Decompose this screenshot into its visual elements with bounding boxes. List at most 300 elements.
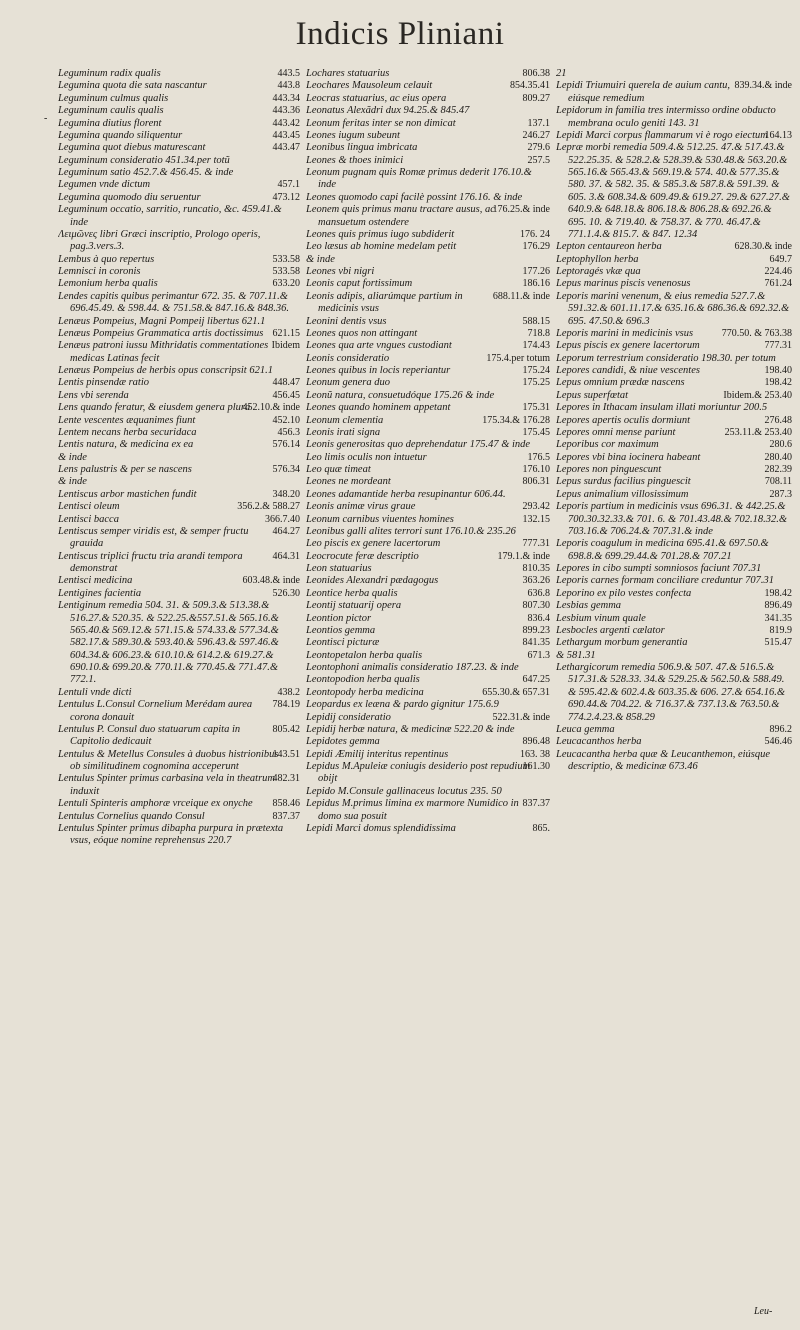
entry-reference: 175.4.per totum [486,352,550,364]
entry-text: Leones ne mordeant [306,476,391,488]
entry-text: Leocras statuarius, ac eius opera [306,92,447,104]
index-entry [306,699,550,711]
index-entry [58,489,300,501]
index-entry [556,377,792,389]
entry-text: Leon statuarius [306,563,372,574]
entry-text: Lens palustris & per se nascens [58,464,192,475]
index-entry [306,316,550,328]
index-entry [58,68,300,80]
entry-text: Lepido M.Consule gallinaceus locutus 235. 50 [306,785,502,797]
entry-reference: 896.48 [522,736,550,748]
entry-reference: 809.27 [522,92,550,104]
entry-text: Lentulus P. Consul duo statuarum capita in Capitolio dedicauit [58,723,241,748]
index-entry [58,551,300,576]
entry-text: Lepores candidi, & niue vescentes [556,365,700,376]
entry-reference: 576.14 [272,439,300,451]
entry-reference: 482.31 [272,773,300,785]
entry-reference: 175.45 [522,426,550,438]
entry-text: Leones iugum subeunt [306,129,400,141]
entry-text: Lepus superfœtat [556,389,629,401]
entry-text: Leucacanthos herba [556,736,642,748]
entry-text: Leontios gemma [306,624,376,636]
index-entry [58,266,300,278]
index-entry [306,526,550,538]
entry-text: Leo limis oculis non intuetur [306,451,427,463]
entry-text: Lepores vbi bina iocinera habeant [556,451,701,463]
index-entry [58,204,300,229]
index-entry [556,464,792,476]
index-entry [58,340,300,365]
index-entry [306,192,550,204]
entry-text: Lentulus & Metellus Consules à duobus histrionibus ob similitudinem cognomina acceperunt [58,748,279,772]
index-entry [306,353,550,365]
entry-reference: 588.15 [522,315,550,327]
index-entry [306,254,550,266]
index-entry [58,93,300,105]
entry-reference: 603.48.& inde [242,575,300,587]
entry-text: Lepores apertis oculis dormiunt [556,414,691,426]
entry-reference: 257.5 [527,154,550,166]
index-entry [306,142,550,154]
entry-text: Leporino ex pilo vestes confecta [556,587,692,599]
index-entry [306,588,550,600]
index-column-1 [58,68,300,848]
entry-text: Leones quos non attingant [306,327,418,339]
index-entry [58,377,300,389]
index-entry [306,600,550,612]
index-entry [58,464,300,476]
index-column-2 [306,68,550,835]
index-entry [58,452,300,464]
entry-reference: 628.30.& inde [734,241,792,253]
entry-reference: 443.8 [277,80,300,92]
index-entry [556,650,792,662]
index-entry [306,204,550,229]
index-entry [306,427,550,439]
entry-reference: 175.24 [522,365,550,376]
entry-reference: 341.35 [764,612,792,624]
entry-reference: 443.42 [272,117,300,129]
entry-reference: 282.39 [764,464,792,475]
entry-text: Leones quando hominem appetant [306,402,451,414]
index-entry [306,662,550,674]
entry-reference: 805.42 [272,723,300,735]
index-entry [58,118,300,130]
index-entry [306,118,550,130]
entry-reference: 163. 38 [520,748,550,760]
entry-reference: 443.36 [272,105,300,117]
index-entry [556,328,792,340]
index-entry [556,749,792,774]
entry-text: Leontopody herba medicina [306,686,424,698]
entry-text: Lente vescentes æquanimes fiunt [58,414,196,426]
entry-text: Leonum genera duo [306,377,390,389]
index-entry [58,526,300,551]
index-entry [58,328,300,340]
entry-reference: 164.13 [764,129,792,141]
index-entry [556,538,792,563]
index-entry [58,415,300,427]
index-entry [306,402,550,414]
entry-text: Lepidi Marci domus splendidissima [306,822,456,834]
index-entry [58,724,300,749]
entry-reference: 770.50. & 763.38 [721,327,792,339]
entry-reference: 176.5 [527,451,550,463]
entry-reference: 806.31 [522,476,550,488]
entry-text: Lentem necans herba securidaca [58,426,197,438]
entry-text: Leonibus lingua imbricata [306,142,418,154]
entry-text: Leones quis primus iugo subdiderit [306,228,455,240]
entry-text: Lepidus M.primus limina ex marmore Numidico in domo sua posuit [306,798,519,822]
entry-reference: 784.19 [272,699,300,711]
entry-reference: Ibidem.& 253.40 [723,389,792,401]
entry-reference: 443.5 [277,68,300,79]
entry-reference: 246.27 [522,129,550,141]
index-entry [556,266,792,278]
index-entry [556,563,792,575]
entry-reference: 179.1.& inde [497,550,550,562]
entry-reference: 186.16 [522,278,550,290]
entry-reference: 526.30 [272,587,300,599]
index-entry [306,551,550,563]
index-entry [306,538,550,550]
entry-text: Leones quibus in locis reperiantur [306,365,451,376]
index-entry [306,452,550,464]
entry-text: Leontophoni animalis consideratio 187.23. & inde [306,662,519,673]
entry-text: Lepores non pinguescunt [556,464,662,475]
index-entry [306,377,550,389]
entry-text: Lepidotes gemma [306,736,380,748]
entry-text: Lepores in cibo sumpti somniosos faciunt 707.31 [556,563,762,574]
entry-text: Leguminum occatio, sarritio, runcatio, &c. 459.41.& inde [58,204,282,228]
entry-reference: 837.37 [272,810,300,822]
entry-reference: 899.23 [522,624,550,636]
index-entry [58,811,300,823]
index-entry [58,192,300,204]
entry-text: Leucacantha herba quæ & Leucanthemon, eiúsque descriptio, & medicinæ 673.46 [556,748,771,772]
index-entry [58,600,300,687]
entry-text: Lepidorum in familia tres intermisso ordine obducto membrana oculo geniti 143. 31 [556,105,776,129]
index-entry [306,291,550,316]
entry-text: Lenæus Pompeius Grammatica artis doctissimus [58,327,264,339]
entry-text: Leones vbi nigri [306,266,375,277]
index-entry [306,390,550,402]
entry-text: Lepræ morbi remedia 509.4.& 512.25. 47.& 517.43.& 522.25.35. & 528.2.& 528.39.& 530.48.& 563.20.& 565.16.& 565.43.& 569.19.& 574. 40.& 577.35.& 580. 37. & 582. 35. & 585.3.& 587.8.& 591.39. & 605. 3.& 608.34.& 609.49.& 619.27. 29.& 627.27.& 640.9.& 648.18.& 806.18.& 806.28.& 692.26.& 695. 10. & 719.40. & 758.37. & 770. 46.47.& 771.1.4.& 815.7. & 847. 12.34 [556,142,790,240]
index-entry [58,291,300,316]
index-entry [306,724,550,736]
page-title: Indicis Pliniani [295,16,505,52]
entry-text: Lenæus patroni iussu Mithridatis commentationes medicas Latinas fecit [58,340,269,364]
index-entry [306,278,550,290]
entry-reference: 708.11 [764,476,792,488]
index-entry [306,229,550,241]
entry-text: Lentuli Spinteris amphoræ vrceique ex onyche [58,798,253,810]
entry-text: Leguminum radix qualis [58,68,161,79]
index-entry [556,80,792,105]
index-entry [58,278,300,290]
entry-reference: 839.34.& inde [734,80,792,92]
entry-reference: 452.10.& inde [242,402,300,414]
entry-reference: 456.3 [277,426,300,438]
entry-reference: 443.47 [272,142,300,154]
entry-reference: 276.48 [764,414,792,426]
entry-text: Leonini dentis vsus [306,315,387,327]
index-entry [306,761,550,786]
entry-reference: 452.10 [272,414,300,426]
entry-text: Lentulus Spinter primus dibapha purpura in prætexta vsus, eóque nomine reprehensus 220.7 [58,822,284,847]
entry-text: Lepus omnium prædæ nascens [556,377,685,389]
index-entry [58,427,300,439]
index-entry [58,501,300,513]
index-entry [556,130,792,142]
entry-reference: 174.43 [522,340,550,352]
entry-reference: 137.1 [527,117,550,129]
entry-text: Leontion pictor [306,612,372,624]
entry-text: Leporis marini venenum, & eius remedia 527.7.& 591.32.& 601.11.17.& 635.16.& 686.36.& 692.32.& 695. 47.50.& 696.3 [556,290,790,327]
index-entry [556,254,792,266]
index-entry [556,600,792,612]
entry-text: Lepton centaureon herba [556,241,662,253]
entry-text: Leontopodion herba qualis [306,674,420,686]
entry-text: Leguminum satio 452.7.& 456.45. & inde [58,167,234,178]
entry-text: Leonis irati signa [306,426,381,438]
entry-text: Leo piscis ex genere lacertorum [306,538,441,550]
entry-text: Lochares statuarius [306,68,390,79]
index-entry [556,390,792,402]
entry-reference: 443.45 [272,129,300,141]
entry-reference: 522.31.& inde [492,711,550,723]
index-entry [556,662,792,724]
entry-reference: 718.8 [527,327,550,339]
entry-text: Lentulus L.Consul Cornelium Merédam aurea corona donauit [58,699,253,723]
entry-reference: 836.4 [527,612,550,624]
entry-reference: 177.26 [522,266,550,277]
index-entry [58,80,300,92]
index-entry [556,637,792,649]
index-entry [306,637,550,649]
entry-text: Leo quæ timeat [306,464,371,475]
margin-mark: - [44,113,48,124]
index-entry [556,625,792,637]
entry-text: Lentisci oleum [58,501,120,513]
index-column-3 [556,68,792,773]
entry-text: Lethargicorum remedia 506.9.& 507. 47.& 516.5.& 517.31.& 528.33. 34.& 529.25.& 562.50.& 588.49. & 595.42.& 602.4.& 603.35.& 606. 27.& 654.16.& 690.44.& 704.22. & 716.37.& 737.13.& 763.50.& 774.2.4.23.& 858.29 [556,662,786,723]
index-entry [58,588,300,600]
entry-text: Leontisci picturæ [306,637,380,649]
index-entry [58,798,300,810]
entry-text: Lenæus Pompeius, Magni Pompeij libertus 621.1 [58,315,266,327]
entry-text: Leochares Mausoleum celauit [306,80,433,92]
entry-text: Lesbium vinum quale [556,612,646,624]
entry-reference: 810.35 [522,563,550,574]
entry-reference: 655.30.& 657.31 [482,686,550,698]
index-entry [556,439,792,451]
entry-text: & 581.31 [556,649,596,661]
entry-reference: 854.35.41 [510,80,550,92]
index-entry [58,402,300,414]
entry-reference: 841.35 [522,637,550,649]
index-entry [58,699,300,724]
entry-text: Leontij statuarij opera [306,600,402,612]
index-entry [556,427,792,439]
index-entry [556,340,792,352]
index-entry [306,365,550,377]
entry-text: Leonum carnibus viuentes homines [306,513,454,525]
entry-reference: 176. 24 [520,228,550,240]
entry-text: Leonum pugnam quis Romæ primus dederit 176.10.& inde [306,167,532,191]
entry-text: Lemnisci in coronis [58,266,141,277]
index-entry [306,501,550,513]
index-entry [306,130,550,142]
index-entry [306,514,550,526]
entry-text: Lentiscus arbor mastichen fundit [58,488,197,500]
index-entry [556,489,792,501]
entry-reference: 293.42 [522,501,550,513]
entry-text: Lentiscus triplici fructu tria arandi tempora demonstrat [58,550,243,574]
entry-text: Leonis generositas quo deprehendatur 175.47 & inde [306,439,531,451]
index-entry [58,823,300,848]
entry-text: Lentuli vnde dicti [58,686,132,698]
index-entry [306,439,550,451]
index-entry [556,415,792,427]
entry-text: Lepidus M.Apuleiæ coniugis desiderio post repudium obijt [306,761,531,785]
entry-reference: 132.15 [522,513,550,525]
index-entry [556,575,792,587]
index-entry [306,575,550,587]
entry-text: Leones adamantide herba resupinantur 606.44. [306,488,506,500]
entry-reference: 865. [532,822,550,834]
entry-text: Legumen vnde dictum [58,179,151,191]
entry-reference: 533.58 [272,253,300,265]
entry-text: Lepidij herbæ natura, & medicinæ 522.20 & inde [306,723,515,735]
index-entry [306,674,550,686]
entry-text: Leguminum culmus qualis [58,92,169,104]
entry-reference: 224.46 [764,266,792,277]
entry-text: Leonũ natura, consuetudóque 175.26 & inde [306,389,495,401]
index-entry [556,501,792,538]
index-entry [556,476,792,488]
index-entry [306,489,550,501]
index-entry [58,179,300,191]
entry-text: Leontopetalon herba qualis [306,649,423,661]
entry-reference: 175.25 [522,377,550,389]
entry-reference: 175.34.& 176.28 [482,414,550,426]
entry-text: Lethargum morbum generantia [556,637,688,649]
index-entry [556,278,792,290]
entry-text: Lepidi Triumuiri querela de auium cantu, eiúsque remedium [556,80,731,104]
entry-text: Legumina quota die sata nascantur [58,80,207,92]
entry-text: Legumina quot diebus maturescant [58,142,206,154]
entry-reference: 448.47 [272,377,300,389]
index-entry [58,514,300,526]
entry-reference: 456.45 [272,389,300,401]
entry-text: Leones qua arte vngues custodiant [306,340,452,352]
entry-reference: 837.37 [522,798,550,810]
index-entry [58,749,300,774]
entry-reference: 438.2 [277,686,300,698]
index-entry [306,563,550,575]
index-entry [306,241,550,253]
index-entry [556,724,792,736]
entry-reference: 807.30 [522,600,550,612]
entry-reference: 280.40 [764,451,792,463]
entry-text: Lepus animalium villosissimum [556,488,689,500]
entry-text: 21 [556,68,567,79]
index-entry [306,464,550,476]
entry-reference: 198.42 [764,377,792,389]
index-entry [556,402,792,414]
index-entry [306,266,550,278]
entry-text: Leones & thoes inimici [306,154,404,166]
index-entry [306,155,550,167]
entry-text: Leptophyllon herba [556,253,639,265]
entry-reference: 176.29 [522,241,550,253]
entry-text: Leonum clementia [306,414,384,426]
entry-reference: 546.46 [764,736,792,748]
entry-text: Leonis caput fortissimum [306,278,413,290]
index-entry [306,93,550,105]
entry-text: Leo læsus ab homine medelam petit [306,241,457,253]
entry-reference: 464.31 [272,550,300,562]
entry-reference: 688.11.& inde [492,290,550,302]
entry-text: Lesbocles argenti cælator [556,624,665,636]
index-entry [58,773,300,798]
index-entry [306,613,550,625]
index-entry [58,229,300,254]
entry-reference: 671.3 [527,649,550,661]
index-entry [306,736,550,748]
entry-text: Leptoragés vkæ qua [556,266,641,277]
entry-reference: 366.7.40 [265,513,300,525]
entry-text: Legumina diutius florent [58,117,162,129]
entry-text: Lenæus Pompeius de herbis opus conscripsit 621.1 [58,365,273,376]
entry-text: & inde [58,476,87,488]
index-entry [58,316,300,328]
entry-reference: 636.8 [527,587,550,599]
entry-text: Leporibus cor maximum [556,439,659,451]
entry-text: Lentiscus semper viridis est, & semper fructu grauida [58,525,249,550]
index-entry [306,328,550,340]
index-entry [306,68,550,80]
entry-text: Leonis adipis, aliarúmque partium in medicinis vsus [306,290,463,315]
entry-reference: 533.58 [272,266,300,277]
index-entry [556,353,792,365]
entry-text: Leonis animæ virus graue [306,501,416,513]
entry-reference: 198.42 [764,587,792,599]
entry-text: Leopardus ex leæna & pardo gignitur 175.6.9 [306,699,499,711]
entry-reference: 649.7 [769,253,792,265]
index-entry [306,105,550,117]
entry-reference: 176.10 [522,464,550,475]
entry-reference: 647.25 [522,674,550,686]
index-entry [306,712,550,724]
index-entry [306,340,550,352]
entry-text: Lepidi Æmilij interitus repentinus [306,748,449,760]
index-entry [58,365,300,377]
index-entry [556,452,792,464]
entry-reference: 515.47 [764,637,792,649]
entry-text: & inde [306,253,335,265]
index-entry [556,613,792,625]
index-entry [58,476,300,488]
index-entry [556,736,792,748]
entry-text: Leontice herba qualis [306,587,398,599]
entry-text: Lentulus Cornelius quando Consul [58,810,205,822]
index-entry [306,80,550,92]
index-entry [306,687,550,699]
entry-text: Λειμῶνες libri Græci inscriptio, Prologo operis, pag.3.vers.3. [58,228,261,253]
entry-reference: 175.31 [522,402,550,414]
